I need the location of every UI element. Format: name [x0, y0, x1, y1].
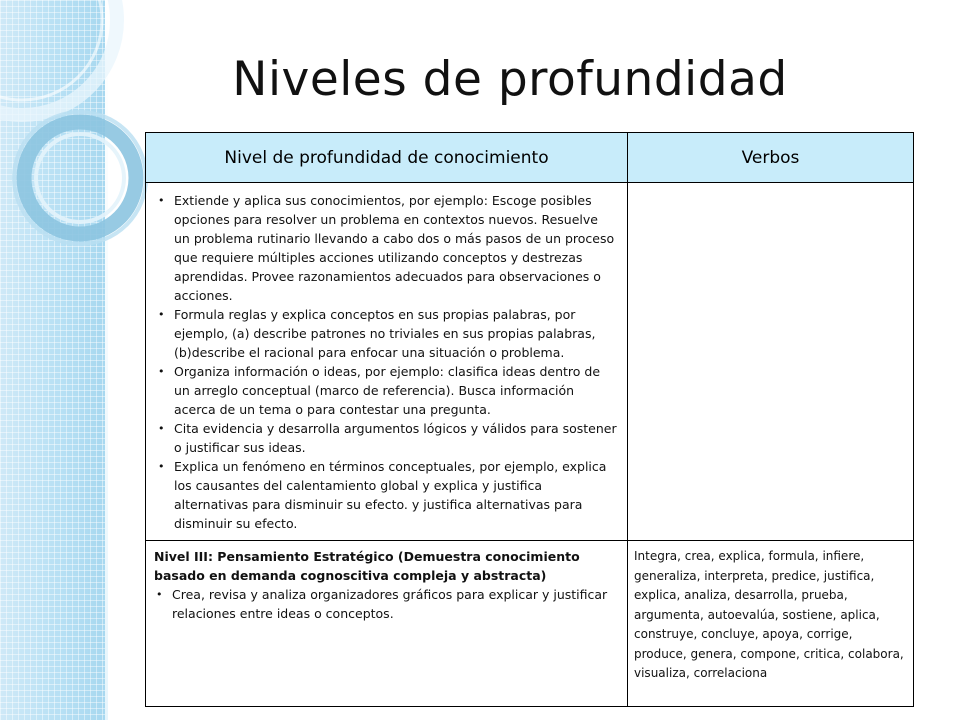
depth-description-cell: [146, 183, 628, 541]
bullet-icon: •: [158, 365, 165, 378]
level-three-verbs: Integra, crea, explica, formula, infiere, generaliza, interpreta, predice, justifica, explica, analiza, desarrolla, prueba, argumenta, autoevalúa, sostiene, aplica, construye, concluye, apoya, corrige, produce, genera, compone, critica, colabora, visualiza, correlaciona: [634, 549, 904, 680]
list-item-text: Cita evidencia y desarrolla argumentos lógicos y válidos para sostener o justificar sus ideas.: [174, 421, 617, 455]
table-header-row: [146, 133, 914, 183]
table-row: [146, 541, 914, 707]
decorative-rings: [0, 0, 140, 330]
middle-ring: [14, 112, 146, 244]
header-verbs: Verbos: [628, 133, 914, 183]
list-item: [156, 305, 617, 362]
bullet-icon: •: [158, 308, 165, 321]
list-item-text: Crea, revisa y analiza organizadores gráficos para explicar y justificar relaciones entre ideas o conceptos.: [172, 587, 608, 621]
level-three-heading: Nivel III: Pensamiento Estratégico (Demuestra conocimiento basado en demanda cognoscitiva compleja y abstracta): [154, 549, 580, 583]
level-three-cell: [146, 541, 628, 707]
list-item: [156, 419, 617, 457]
list-item-text: Formula reglas y explica conceptos en sus propias palabras, por ejemplo, (a) describe patrones no triviales en sus propias palabras, (b)describe el racional para enfocar una situación o problema.: [174, 307, 596, 360]
top-ring: [0, 0, 117, 115]
bullet-list: [156, 191, 617, 533]
bullet-icon: •: [158, 422, 165, 435]
verbs-cell-empty: [628, 183, 914, 541]
table-row: [146, 183, 914, 541]
list-item-text: Explica un fenómeno en términos conceptuales, por ejemplo, explica los causantes del calentamiento global y explica y justifica alternativas para disminuir su efecto. y justifica alternativas para disminuir su efecto.: [174, 459, 607, 531]
level-three-verbs-cell: [628, 541, 914, 707]
list-item: [156, 191, 617, 305]
list-item: [156, 457, 617, 533]
list-item: [154, 585, 619, 623]
list-item: [156, 362, 617, 419]
list-item-text: Extiende y aplica sus conocimientos, por ejemplo: Escoge posibles opciones para resolver un problema en contextos nuevos. Resuelve un problema rutinario llevando a cabo dos o más pasos de un proceso que requiere múltiples acciones utilizando conceptos y destrezas aprendidas. Provee razonamientos adecuados para observaciones o acciones.: [174, 193, 615, 303]
slide-title: Niveles de profundidad: [232, 52, 788, 107]
bullet-list: [154, 585, 619, 623]
header-depth-level: Nivel de profundidad de conocimiento: [146, 133, 628, 183]
list-item-text: Organiza información o ideas, por ejemplo: clasifica ideas dentro de un arreglo conceptual (marco de referencia). Busca información acerca de un tema o para contestar una pregunta.: [174, 364, 601, 417]
depth-levels-table: [145, 132, 914, 707]
bullet-icon: •: [156, 588, 163, 601]
bullet-icon: •: [158, 194, 165, 207]
bullet-icon: •: [158, 460, 165, 473]
